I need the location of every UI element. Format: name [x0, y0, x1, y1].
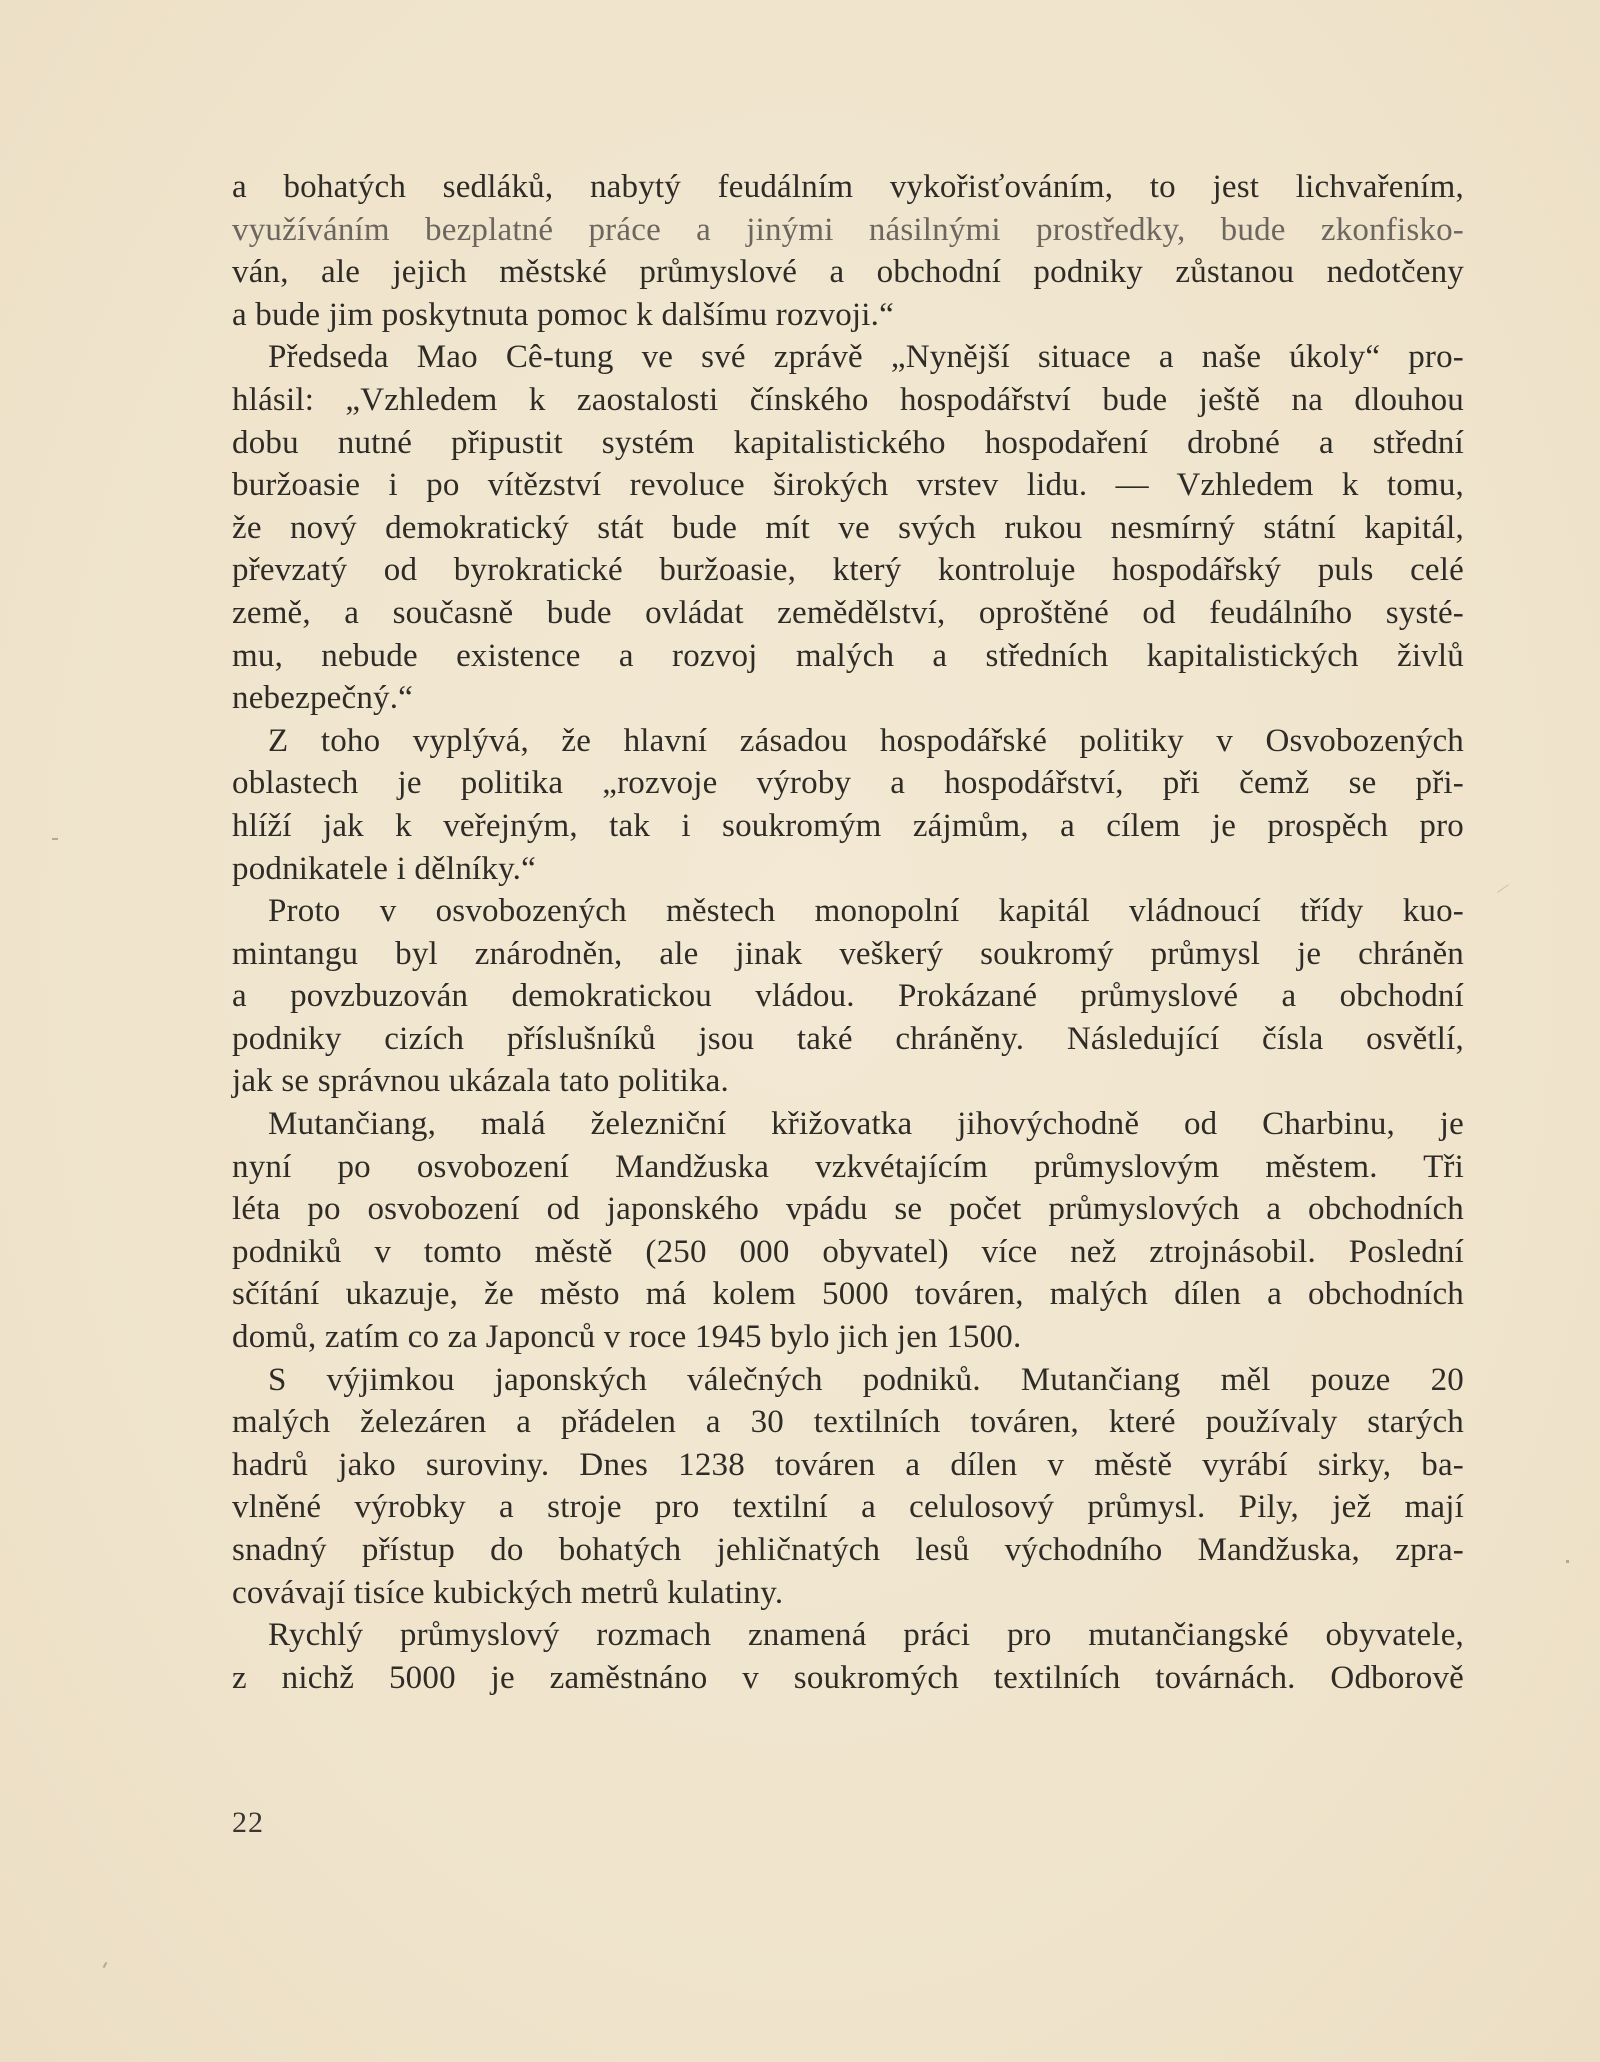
text-line: domů, zatím co za Japonců v roce 1945 bylo jich jen 1500.: [232, 1319, 1022, 1356]
text-line: Předseda Mao Cê-tung ve své zprávě „Nynější situace a naše úkoly“ pro-: [268, 339, 1464, 376]
text-line: hadrů jako suroviny. Dnes 1238 továren a dílen v městě vyrábí sirky, ba-: [232, 1446, 1464, 1483]
text-line: nyní po osvobození Mandžuska vzkvétajícím průmyslovým městem. Tři: [232, 1148, 1464, 1185]
text-line: buržoasie i po vítězství revoluce širokých vrstev lidu. — Vzhledem k tomu,: [232, 467, 1464, 504]
text-line: jak se správnou ukázala tato politika.: [232, 1063, 729, 1100]
paper-speck: [52, 838, 58, 840]
text-line: podnikatele i dělníky.“: [232, 850, 536, 887]
text-line: převzatý od byrokratické buržoasie, který kontroluje hospodářský puls celé: [232, 552, 1464, 589]
text-line: hlásil: „Vzhledem k zaostalosti čínského hospodářství bude ještě na dlouhou: [232, 381, 1464, 418]
text-line: že nový demokratický stát bude mít ve svých rukou nesmírný státní kapitál,: [232, 509, 1464, 546]
text-line: podniky cizích příslušníků jsou také chráněny. Následující čísla osvětlí,: [232, 1020, 1464, 1057]
paper-speck: [1566, 1560, 1569, 1563]
text-line: sčítání ukazuje, že město má kolem 5000 továren, malých dílen a obchodních: [232, 1276, 1464, 1313]
text-line: Z toho vyplývá, že hlavní zásadou hospodářské politiky v Osvobozených: [268, 722, 1464, 759]
text-line: S výjimkou japonských válečných podniků. Mutančiang měl pouze 20: [268, 1361, 1464, 1398]
text-line: ván, ale jejich městské průmyslové a obchodní podniky zůstanou nedotčeny: [232, 254, 1464, 291]
text-line: dobu nutné připustit systém kapitalistického hospodaření drobné a střední: [232, 424, 1464, 461]
page-number: 22: [232, 1806, 264, 1839]
text-line: mintangu byl znárodněn, ale jinak veškerý soukromý průmysl je chráněn: [232, 935, 1464, 972]
text-line: a bohatých sedláků, nabytý feudálním vykořisťováním, to jest lichvařením,: [232, 169, 1464, 205]
text-line: covávají tisíce kubických metrů kulatiny.: [232, 1574, 784, 1611]
paragraph: [232, 1359, 1464, 1615]
text-line: Rychlý průmyslový rozmach znamená práci pro mutančiangské obyvatele,: [268, 1617, 1464, 1654]
paragraph: [232, 890, 1464, 1103]
text-line: Mutančiang, malá železniční křižovatka jihovýchodně od Charbinu, je: [268, 1106, 1464, 1143]
paper-speck: [1497, 884, 1509, 893]
text-line: oblastech je politika „rozvoje výroby a hospodářství, při čemž se při-: [232, 765, 1464, 802]
paragraph: [232, 166, 1464, 336]
text-line: mu, nebude existence a rozvoj malých a středních kapitalistických živlů: [232, 637, 1464, 674]
text-line: a bude jim poskytnuta pomoc k dalšímu rozvoji.“: [232, 296, 894, 333]
text-line: hlíží jak k veřejným, tak i soukromým zájmům, a cílem je prospěch pro: [232, 807, 1464, 844]
paragraph: [232, 720, 1464, 890]
text-line: léta po osvobození od japonského vpádu se počet průmyslových a obchodních: [232, 1191, 1464, 1228]
paragraph: [232, 336, 1464, 719]
paragraph: [232, 1614, 1464, 1699]
text-line: Proto v osvobozených městech monopolní kapitál vládnoucí třídy kuo-: [268, 893, 1464, 930]
text-line: malých železáren a přádelen a 30 textilních továren, které používaly starých: [232, 1404, 1464, 1441]
text-line: země, a současně bude ovládat zemědělství, oproštěné od feudálního systé-: [232, 594, 1464, 631]
text-line: vlněné výrobky a stroje pro textilní a celulosový průmysl. Pily, jež mají: [232, 1489, 1464, 1526]
text-line: nebezpečný.“: [232, 680, 414, 717]
body-text: [232, 166, 1464, 1699]
text-line: z nichž 5000 je zaměstnáno v soukromých textilních továrnách. Odborově: [232, 1659, 1464, 1696]
text-line: využíváním bezplatné práce a jinými násilnými prostředky, bude zkonfisko-: [232, 211, 1464, 248]
text-line: podniků v tomto městě (250 000 obyvatel) více než ztrojnásobil. Poslední: [232, 1233, 1464, 1270]
paper-speck: [103, 1962, 108, 1968]
text-line: snadný přístup do bohatých jehličnatých lesů východního Mandžuska, zpra-: [232, 1532, 1464, 1568]
text-line: a povzbuzován demokratickou vládou. Prokázané průmyslové a obchodní: [232, 978, 1464, 1015]
paragraph: [232, 1103, 1464, 1359]
